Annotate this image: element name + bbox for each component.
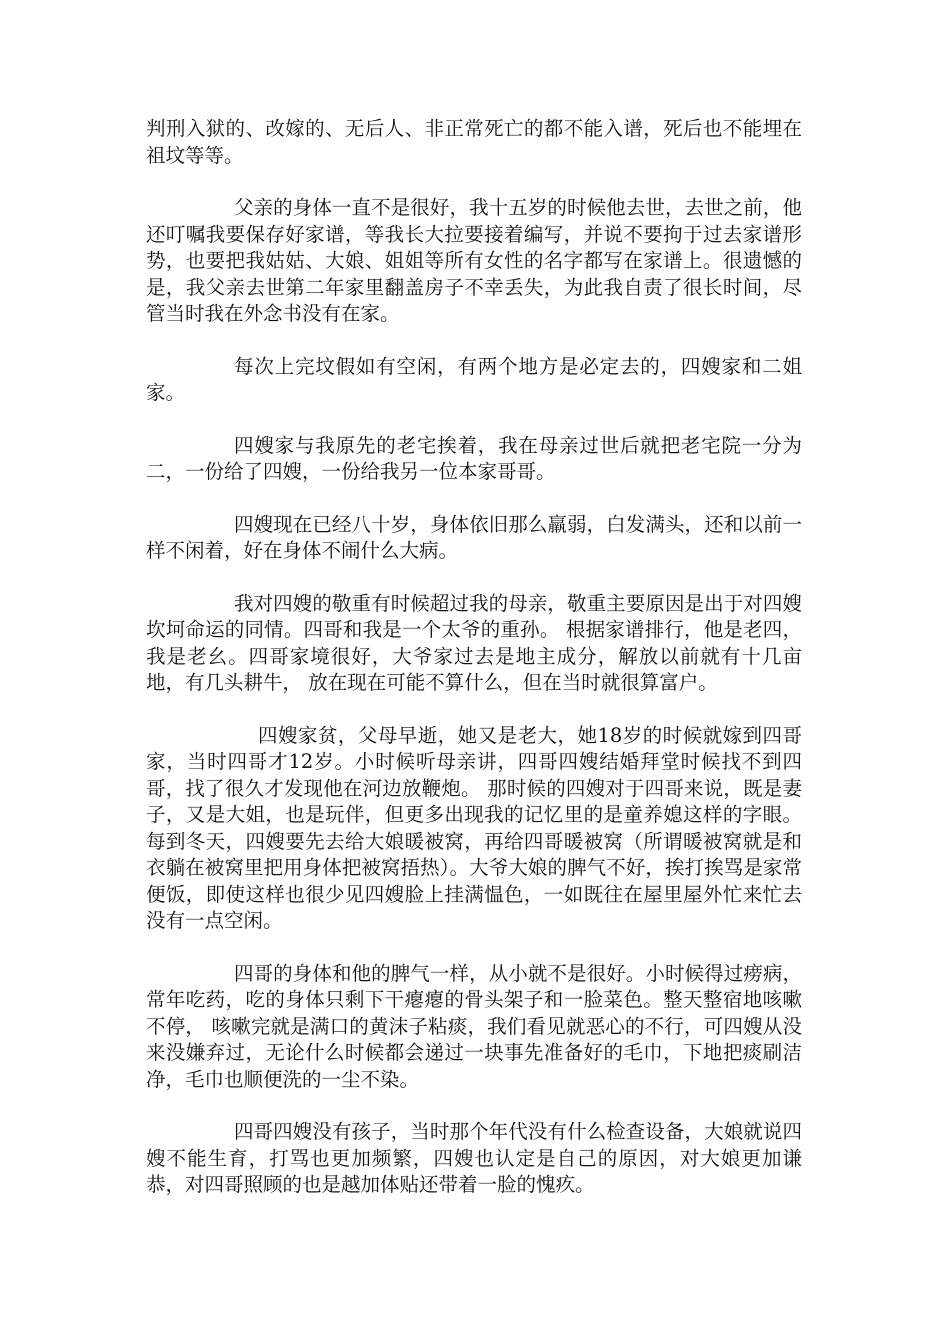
paragraph-father-genealogy: 父亲的身体一直不是很好，我十五岁的时候他去世，去世之前，他还叮嘱我要保存好家谱，等我长大拉要接着编写，并说不要拘于过去家谱形势，也要把我姑姑、大娘、姐姐等所有女性的名字都写在家谱上。很遗憾的是，我父亲去世第二年家里翻盖房子不幸丢失，为此我自责了很长时间，尽管当时我在外念书没有在家。 bbox=[146, 196, 802, 325]
paragraph-burial-rules: 判刑入狱的、改嫁的、无后人、非正常死亡的都不能入谱，死后也不能埋在祖坟等等。 bbox=[146, 117, 802, 167]
paragraph-marriage: 四嫂家贫，父母早逝，她又是老大，她18岁的时候就嫁到四哥家，当时四哥才12岁。小时候听母亲讲，四哥四嫂结婚拜堂时候找不到四哥，找了很久才发现他在河边放鞭炮。 那时候的四嫂对于四哥来说，既是妻子，又是大姐，也是玩伴，但更多出现我的记忆里的是童养媳这样的字眼。每到冬天，四嫂要先去给大娘暖被窝，再给四哥暖被窝（所谓暖被窝就是和衣躺在被窝里把用身体把被窝捂热）。大爷大娘的脾气不好，挨打挨骂是家常便饭，即使这样也很少见四嫂脸上挂满愠色，一如既往在屋里屋外忙来忙去没有一点空闲。 bbox=[146, 723, 802, 932]
paragraph-visits: 每次上完坟假如有空闲，有两个地方是必定去的，四嫂家和二姐家。 bbox=[146, 354, 802, 404]
paragraph-old-house: 四嫂家与我原先的老宅挨着，我在母亲过世后就把老宅院一分为二，一份给了四嫂，一份给我另一位本家哥哥。 bbox=[146, 433, 802, 483]
paragraph-respect: 我对四嫂的敬重有时候超过我的母亲，敬重主要原因是出于对四嫂坎坷命运的同情。四哥和我是一个太爷的重孙。 根据家谱排行，他是老四，我是老幺。四哥家境很好，大爷家过去是地主成分，解放以前就有十几亩地，有几头耕牛， 放在现在可能不算什么，但在当时就很算富户。 bbox=[146, 591, 802, 694]
paragraph-fourth-brother-health: 四哥的身体和他的脾气一样，从小就不是很好。小时候得过痨病，常年吃药，吃的身体只剩下干瘪瘪的骨头架子和一脸菜色。整天整宿地咳嗽不停， 咳嗽完就是满口的黄沫子粘痰，我们看见就恶心的不行，可四嫂从没来没嫌弃过，无论什么时候都会递过一块事先准备好的毛巾，下地把痰刷洁净，毛巾也顺便洗的一尘不染。 bbox=[146, 961, 802, 1091]
paragraph-no-children: 四哥四嫂没有孩子，当时那个年代没有什么检查设备，大娘就说四嫂不能生育，打骂也更加频繁，四嫂也认定是自己的原因，对大娘更加谦恭，对四哥照顾的也是越加体贴还带着一脸的愧疚。 bbox=[146, 1120, 802, 1196]
document-page bbox=[146, 116, 802, 1225]
paragraph-fourth-sister-in-law-health: 四嫂现在已经八十岁，身体依旧那么羸弱，白发满头，还和以前一样不闲着，好在身体不闹什么大病。 bbox=[146, 512, 802, 562]
